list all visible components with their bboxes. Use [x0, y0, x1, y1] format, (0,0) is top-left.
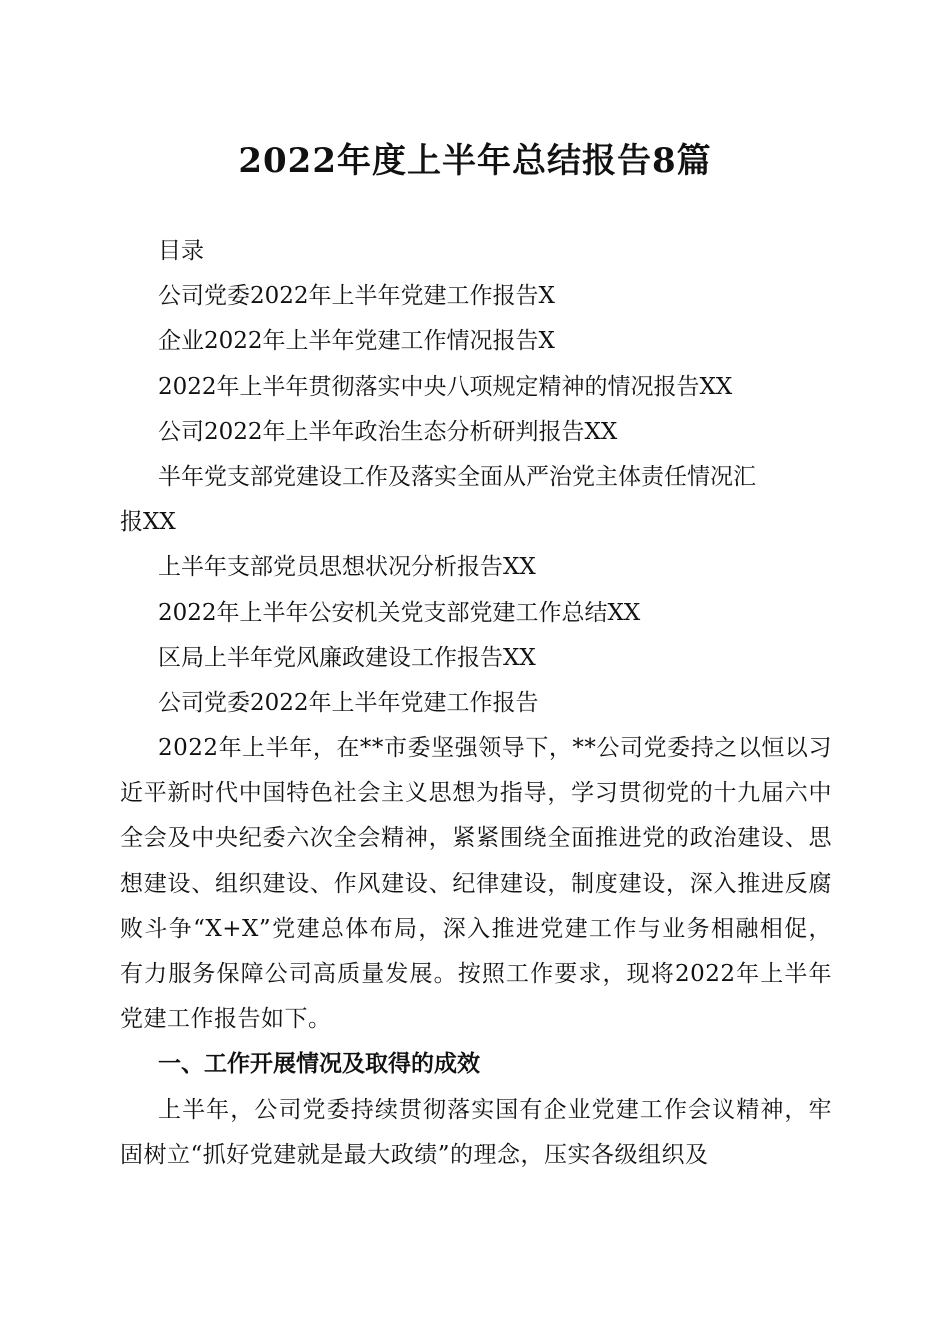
- toc-item: 2022年上半年公安机关党支部党建工作总结XX: [158, 599, 641, 626]
- body-paragraph: 上半年，公司党委持续贯彻落实国有企业党建工作会议精神，牢固树立“抓好党建就是最大政绩”的理念，压实各级组织及: [120, 1096, 832, 1168]
- toc-item: 区局上半年党风廉政建设工作报告XX: [158, 644, 536, 671]
- toc-item: 半年党支部党建设工作及落实全面从严治党主体责任情况汇: [158, 463, 756, 490]
- toc-item-continuation: 报XX: [120, 509, 176, 536]
- toc-item: 公司党委2022年上半年党建工作报告X: [158, 283, 555, 310]
- toc-item: 上半年支部党员思想状况分析报告XX: [158, 554, 536, 581]
- section-subheading: 一、工作开展情况及取得的成效: [158, 1051, 480, 1078]
- section-title: 公司党委2022年上半年党建工作报告: [158, 689, 539, 716]
- intro-paragraph: 2022年上半年，在**市委坚强领导下，**公司党委持之以恒以习近平新时代中国特色社会主义思想为指导，学习贯彻党的十九届六中全会及中央纪委六次全会精神，紧紧围绕全面推进党的政治建设、思想建设、组织建设、作风建设、纪律建设，制度建设，深入推进反腐败斗争“X+X”党建总体布局，深入推进党建工作与业务相融相促，有力服务保障公司高质量发展。按照工作要求，现将2022年上半年党建工作报告如下。: [120, 735, 832, 1033]
- document-body: [120, 229, 832, 1178]
- toc-heading: 目录: [158, 238, 204, 264]
- toc-item: 公司2022年上半年政治生态分析研判报告XX: [158, 418, 618, 445]
- document-title: 2022年度上半年总结报告8篇: [238, 141, 712, 181]
- toc-item: 企业2022年上半年党建工作情况报告X: [158, 328, 555, 355]
- toc-item: 2022年上半年贯彻落实中央八项规定精神的情况报告XX: [158, 373, 733, 400]
